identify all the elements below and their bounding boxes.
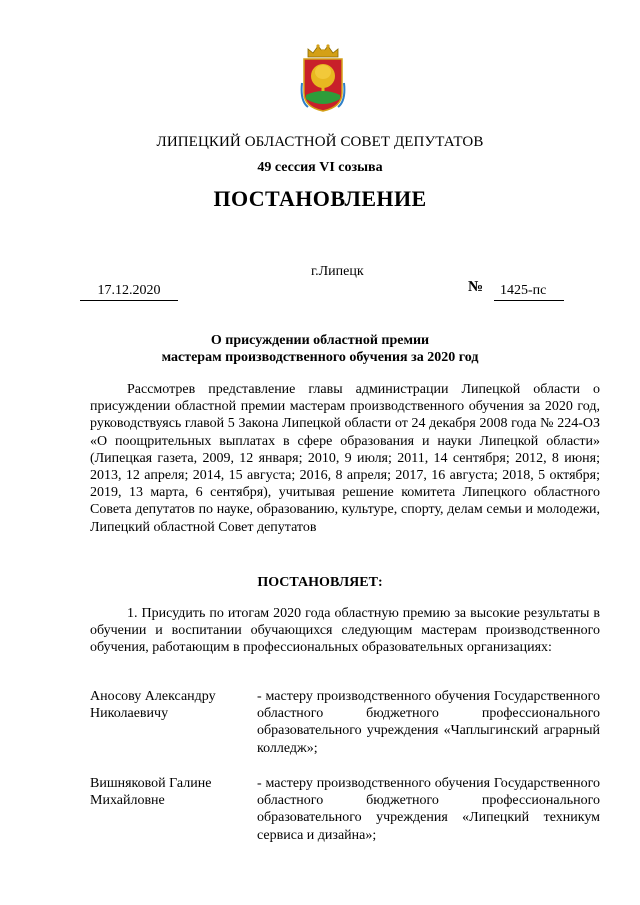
title-line-2: мастерам производственного обучения за 2020 год	[161, 350, 479, 365]
recipient-patronymic: Михайловне	[90, 793, 165, 809]
lipetsk-coat-of-arms-icon	[300, 43, 346, 113]
recipient-name	[90, 688, 240, 722]
document-number: 1425-пс	[494, 283, 564, 301]
document-date: 17.12.2020	[80, 283, 178, 301]
recipient-name	[90, 775, 240, 809]
session-label: 49 сессия VI созыва	[257, 160, 383, 175]
document-title	[0, 332, 640, 366]
recipient-description: - мастеру производственного обучения Государственного областного бюджетного профессионального образовательного учреждения «Чаплыгинский аграрный колледж»;	[257, 689, 600, 756]
clause-1-paragraph: 1. Присудить по итогам 2020 года областную премию за высокие результаты в обучении и воспитании обучающихся следующим мастерам производственного обучения, работающим в профессиональных образовательных организациях:	[90, 606, 600, 656]
recipient-surname-first: Вишняковой Галине	[90, 776, 212, 791]
recipient-surname-first: Аносову Александру	[90, 689, 216, 704]
document-type-heading: ПОСТАНОВЛЕНИЕ	[213, 186, 427, 211]
council-name: ЛИПЕЦКИЙ ОБЛАСТНОЙ СОВЕТ ДЕПУТАТОВ	[156, 134, 484, 150]
number-sign: №	[468, 279, 484, 295]
resolves-heading: ПОСТАНОВЛЯЕТ:	[257, 575, 383, 590]
city-label: г.Липецк	[311, 264, 364, 279]
title-line-1: О присуждении областной премии	[210, 333, 430, 348]
preamble-paragraph: Рассмотрев представление главы администрации Липецкой области о присуждении областной премии мастерам производственного обучения за 2020 год, руководствуясь главой 5 Закона Липецкой области от 24 декабря 2008 года № 224-ОЗ «О поощрительных выплатах в сфере образования и науки Липецкой области» (Липецкая газета, 2009, 12 января; 2010, 9 июля; 2011, 14 сентября; 2012, 8 июня; 2013, 12 апреля; 2014, 15 августа; 2016, 8 апреля; 2017, 16 августа; 2018, 5 октября; 2019, 13 марта, 6 сентября), учитывая решение комитета Липецкого областного Совета депутатов по науке, образованию, культуре, спорту, делам семьи и молодежи, Липецкий областной Совет депутатов	[90, 382, 600, 535]
recipient-patronymic: Николаевичу	[90, 706, 169, 722]
recipient-description: - мастеру производственного обучения Государственного областного бюджетного профессионального образовательного учреждения «Липецкий техникум сервиса и дизайна»;	[257, 776, 600, 843]
